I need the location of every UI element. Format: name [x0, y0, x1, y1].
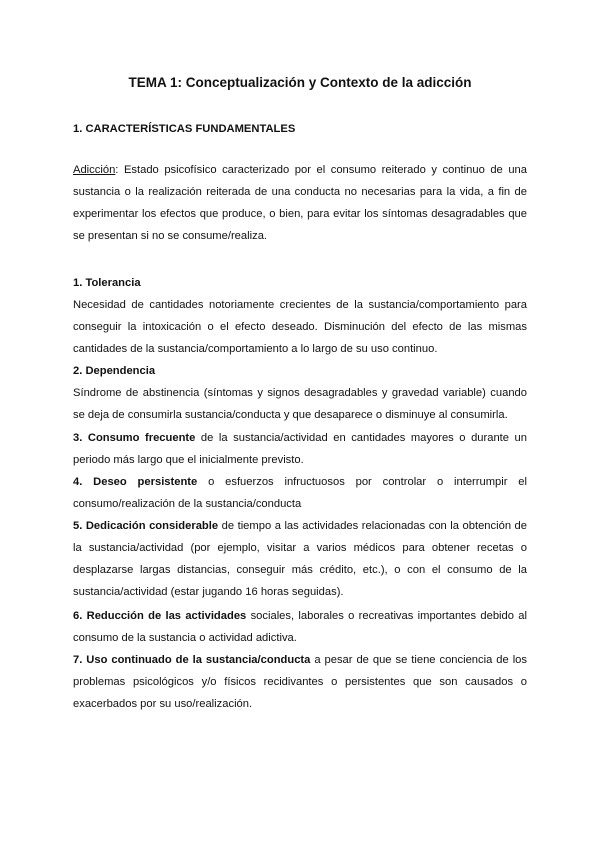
item-dependencia — [73, 360, 527, 426]
item-bold-lead: 6. Reducción de las actividades — [73, 610, 247, 622]
item-text: a pesar de que se tiene conciencia de los problemas psicológicos y/o físicos recidivantes o persistentes que son causados o exacerbados por su uso/realización. — [73, 654, 527, 710]
item-reduccion — [73, 605, 527, 649]
item-text: de tiempo a las actividades relacionadas con la obtención de la sustancia/actividad (por ejemplo, visitar a varios médicos para obtener recetas o desplazarse largas distancias, conseguir más crédito, etc.), o con el consumo de la sustancia/actividad (estar jugando 16 horas seguidas). — [73, 520, 528, 598]
item-text: de la sustancia/actividad en cantidades mayores o durante un periodo más largo que el inicialmente previsto. — [73, 432, 528, 466]
item-uso-continuado — [73, 649, 527, 715]
item-text: sociales, laborales o recreativas importantes debido al consumo de la sustancia o actividad adictiva. — [73, 610, 527, 644]
definition-term: Adicción — [73, 164, 116, 176]
item-text: o esfuerzos infructuosos por controlar o interrumpir el consumo/realización de la sustancia/conducta — [73, 476, 528, 510]
item-bold-lead: 4. Deseo persistente — [73, 476, 198, 488]
item-text: Necesidad de cantidades notoriamente crecientes de la sustancia/comportamiento para conseguir la intoxicación o el efecto deseado. Disminución del efecto de las mismas cantidades de la sustancia/comportamiento a lo largo de su uso continuo. — [73, 299, 527, 355]
item-deseo-persistente — [73, 471, 527, 515]
item-text: Síndrome de abstinencia (síntomas y signos desagradables y gravedad variable) cuando se deja de consumirla sustancia/conducta y que desaparece o disminuye al consumirla. — [73, 387, 527, 421]
item-tolerancia — [73, 272, 527, 360]
definition-paragraph — [73, 159, 527, 247]
item-dedicacion — [73, 515, 527, 603]
item-bold-lead: 3. Consumo frecuente — [73, 432, 196, 444]
item-consumo-frecuente — [73, 427, 527, 471]
item-heading: 1. Tolerancia — [73, 277, 141, 289]
definition-text: : Estado psicofísico caracterizado por el consumo reiterado y continuo de una sustancia o la realización reiterada de una conducta no necesarias para la vida, a fin de experimentar los efectos que produce, o bien, para evitar los síntomas desagradables que se presentan si no se consume/realiza. — [73, 164, 527, 242]
item-bold-lead: 5. Dedicación considerable — [73, 520, 219, 532]
item-heading: 2. Dependencia — [73, 365, 156, 377]
section-heading: 1. CARACTERÍSTICAS FUNDAMENTALES — [73, 123, 296, 135]
page-title: TEMA 1: Conceptualización y Contexto de la adicción — [128, 75, 472, 90]
item-bold-lead: 7. Uso continuado de la sustancia/conducta — [73, 654, 311, 666]
